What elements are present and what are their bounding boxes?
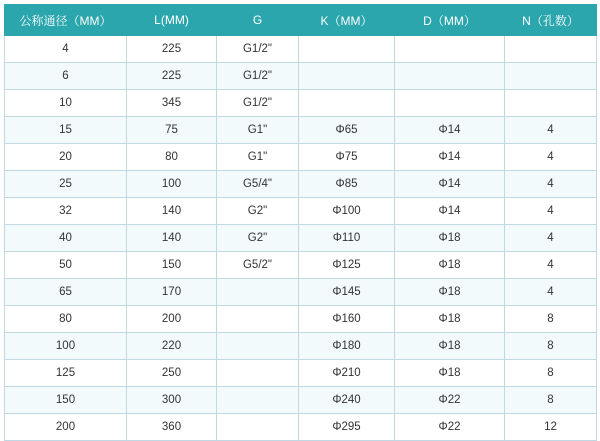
cell-g: G5/2": [217, 252, 299, 279]
cell-n: 4: [505, 198, 597, 225]
table-row: [5, 198, 597, 225]
cell-g: G5/4": [217, 171, 299, 198]
cell-l: 360: [127, 414, 217, 441]
cell-n: 12: [505, 414, 597, 441]
cell-k: [299, 63, 395, 90]
cell-k: Φ125: [299, 252, 395, 279]
cell-k: Φ65: [299, 117, 395, 144]
cell-d: [395, 90, 505, 117]
cell-d: [395, 63, 505, 90]
cell-k: Φ145: [299, 279, 395, 306]
cell-n: 8: [505, 360, 597, 387]
cell-k: Φ85: [299, 171, 395, 198]
table-row: [5, 360, 597, 387]
cell-g: G1/2": [217, 36, 299, 63]
cell-nominal-diameter: 100: [5, 333, 127, 360]
cell-k: Φ240: [299, 387, 395, 414]
cell-l: 150: [127, 252, 217, 279]
column-header-k: K（MM）: [299, 5, 395, 36]
cell-k: Φ75: [299, 144, 395, 171]
cell-g: G1/2": [217, 90, 299, 117]
cell-k: Φ160: [299, 306, 395, 333]
table-row: [5, 279, 597, 306]
table-row: [5, 225, 597, 252]
cell-nominal-diameter: 15: [5, 117, 127, 144]
cell-l: 100: [127, 171, 217, 198]
cell-nominal-diameter: 80: [5, 306, 127, 333]
cell-g: G2": [217, 225, 299, 252]
table-row: [5, 387, 597, 414]
cell-l: 170: [127, 279, 217, 306]
cell-g: [217, 333, 299, 360]
cell-d: Φ18: [395, 333, 505, 360]
table-header: [5, 5, 597, 36]
table-row: [5, 63, 597, 90]
cell-k: Φ295: [299, 414, 395, 441]
cell-d: [395, 36, 505, 63]
cell-d: Φ22: [395, 387, 505, 414]
cell-l: 300: [127, 387, 217, 414]
cell-l: 225: [127, 36, 217, 63]
cell-l: 220: [127, 333, 217, 360]
cell-nominal-diameter: 40: [5, 225, 127, 252]
cell-g: G1": [217, 117, 299, 144]
column-header-l: L(MM): [127, 5, 217, 36]
cell-n: 8: [505, 387, 597, 414]
table-row: [5, 117, 597, 144]
cell-d: Φ18: [395, 360, 505, 387]
cell-d: Φ14: [395, 171, 505, 198]
cell-g: [217, 360, 299, 387]
cell-g: G2": [217, 198, 299, 225]
header-row: [5, 5, 597, 36]
cell-k: Φ210: [299, 360, 395, 387]
cell-nominal-diameter: 200: [5, 414, 127, 441]
cell-n: 4: [505, 171, 597, 198]
cell-n: 4: [505, 252, 597, 279]
cell-d: Φ18: [395, 279, 505, 306]
cell-l: 140: [127, 225, 217, 252]
cell-d: Φ22: [395, 414, 505, 441]
column-header-g: G: [217, 5, 299, 36]
cell-d: Φ18: [395, 306, 505, 333]
cell-l: 250: [127, 360, 217, 387]
cell-nominal-diameter: 20: [5, 144, 127, 171]
table-row: [5, 414, 597, 441]
cell-nominal-diameter: 50: [5, 252, 127, 279]
table-row: [5, 306, 597, 333]
cell-k: [299, 90, 395, 117]
cell-n: 4: [505, 144, 597, 171]
table-row: [5, 144, 597, 171]
specification-table: [4, 4, 597, 441]
cell-g: [217, 279, 299, 306]
cell-d: Φ18: [395, 252, 505, 279]
cell-d: Φ14: [395, 198, 505, 225]
cell-g: [217, 306, 299, 333]
cell-n: [505, 63, 597, 90]
cell-d: Φ18: [395, 225, 505, 252]
cell-k: Φ110: [299, 225, 395, 252]
table-row: [5, 333, 597, 360]
cell-nominal-diameter: 6: [5, 63, 127, 90]
cell-n: 8: [505, 333, 597, 360]
cell-g: [217, 387, 299, 414]
cell-g: [217, 414, 299, 441]
cell-nominal-diameter: 65: [5, 279, 127, 306]
cell-k: [299, 36, 395, 63]
cell-l: 225: [127, 63, 217, 90]
cell-nominal-diameter: 10: [5, 90, 127, 117]
cell-n: 8: [505, 306, 597, 333]
cell-nominal-diameter: 4: [5, 36, 127, 63]
cell-n: 4: [505, 225, 597, 252]
column-header-n: N（孔数）: [505, 5, 597, 36]
column-header-nominal-diameter: 公称通径（MM）: [5, 5, 127, 36]
cell-k: Φ180: [299, 333, 395, 360]
cell-l: 140: [127, 198, 217, 225]
cell-nominal-diameter: 125: [5, 360, 127, 387]
table-row: [5, 90, 597, 117]
cell-n: [505, 36, 597, 63]
cell-g: G1": [217, 144, 299, 171]
cell-k: Φ100: [299, 198, 395, 225]
table-row: [5, 36, 597, 63]
cell-l: 345: [127, 90, 217, 117]
cell-n: 4: [505, 279, 597, 306]
cell-nominal-diameter: 32: [5, 198, 127, 225]
table-body: [5, 36, 597, 441]
table-row: [5, 171, 597, 198]
cell-l: 80: [127, 144, 217, 171]
cell-n: [505, 90, 597, 117]
cell-d: Φ14: [395, 117, 505, 144]
cell-nominal-diameter: 150: [5, 387, 127, 414]
table-row: [5, 252, 597, 279]
cell-g: G1/2": [217, 63, 299, 90]
cell-d: Φ14: [395, 144, 505, 171]
cell-l: 200: [127, 306, 217, 333]
cell-n: 4: [505, 117, 597, 144]
column-header-d: D（MM）: [395, 5, 505, 36]
cell-nominal-diameter: 25: [5, 171, 127, 198]
cell-l: 75: [127, 117, 217, 144]
